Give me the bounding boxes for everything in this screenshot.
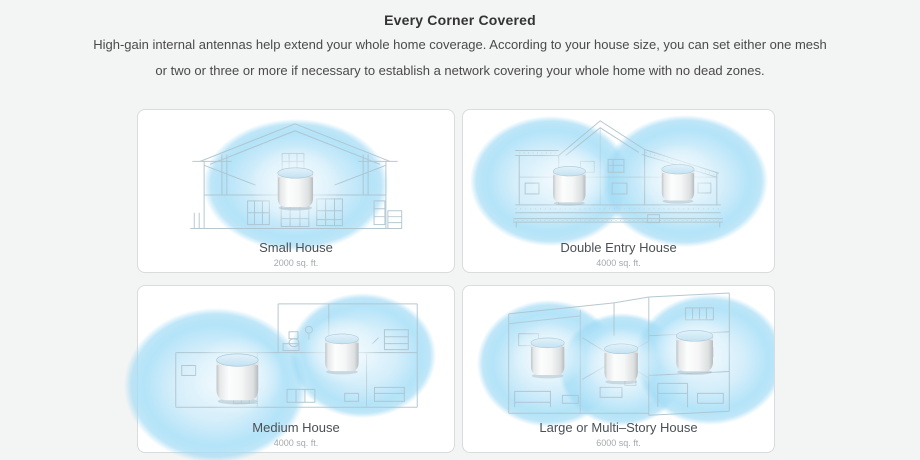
mesh-router-icon <box>217 354 259 405</box>
section-description <box>0 32 920 84</box>
mesh-router-icon <box>531 338 564 378</box>
house-name-label: Small House <box>259 239 333 255</box>
section-title: Every Corner Covered <box>384 12 536 28</box>
panel-medium-house <box>137 285 455 453</box>
house-area-label: 2000 sq. ft. <box>273 257 319 268</box>
house-area-label: 6000 sq. ft. <box>596 437 641 448</box>
panel-caption <box>463 241 774 268</box>
panel-caption <box>463 421 774 448</box>
mesh-router-icon <box>604 344 637 384</box>
panel-caption <box>138 241 454 268</box>
section-description-line1: High-gain internal antennas help extend your whole home coverage. According to your house size, you can set either one mesh <box>93 37 827 52</box>
house-panels-grid <box>137 109 775 453</box>
house-name-label: Large or Multi–Story House <box>539 419 698 435</box>
house-name-label: Double Entry House <box>560 239 677 255</box>
section-description-line2: or two or three or more if necessary to establish a network covering your whole home with no dead zones. <box>155 63 765 78</box>
panel-caption <box>138 421 454 448</box>
mesh-router-icon <box>676 330 713 375</box>
panel-large-house <box>462 285 775 453</box>
mesh-router-icon <box>278 168 313 211</box>
house-area-label: 4000 sq. ft. <box>596 257 641 268</box>
mesh-router-icon <box>553 166 585 205</box>
mesh-router-icon <box>325 334 358 374</box>
panel-small-house <box>137 109 455 273</box>
mesh-router-icon <box>662 164 694 203</box>
house-area-label: 4000 sq. ft. <box>273 437 319 448</box>
house-name-label: Medium House <box>252 419 340 435</box>
panel-double-entry-house <box>462 109 775 273</box>
